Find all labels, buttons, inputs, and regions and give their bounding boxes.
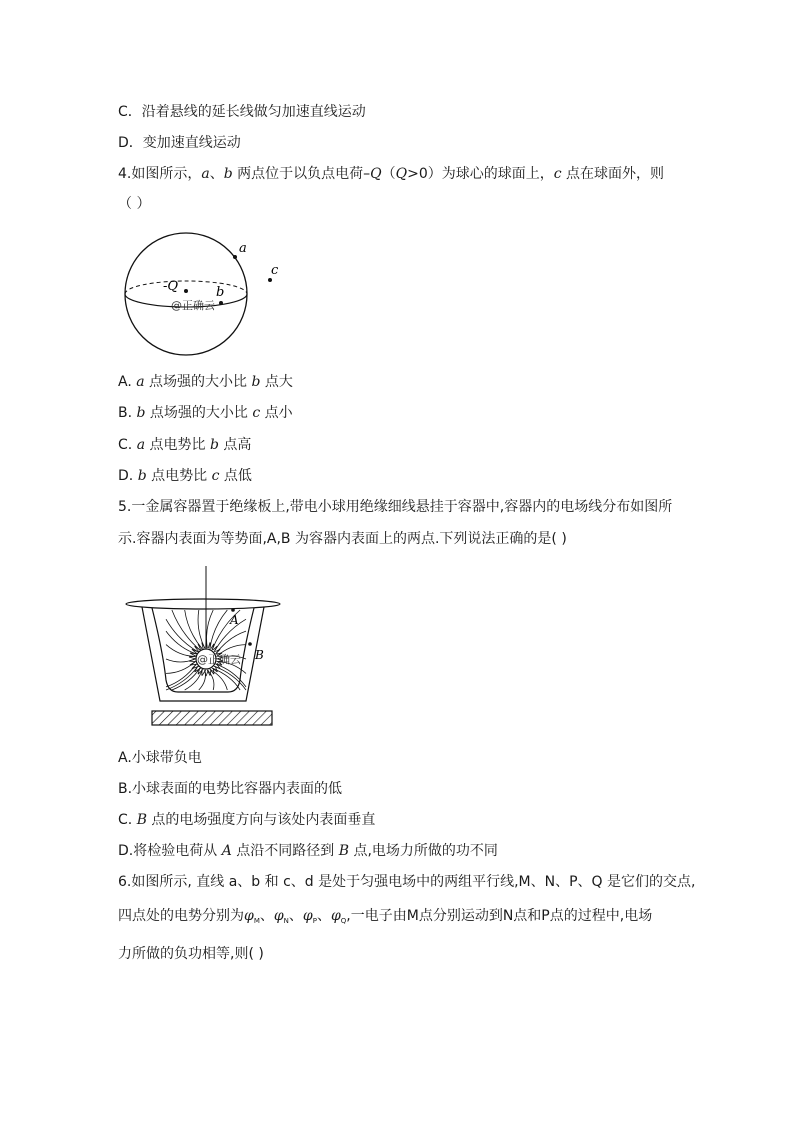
- point-center-q: [184, 289, 188, 293]
- field-line-arrow: [206, 642, 210, 648]
- q5-option-c: C. B 点的电场强度方向与该处内表面垂直: [118, 812, 376, 828]
- q6-stem-line3: 力所做的负功相等,则( ): [118, 946, 264, 962]
- point-A: [231, 608, 235, 612]
- label-A: A: [230, 613, 239, 627]
- q4-option-c: C. a 点电势比 b 点高: [118, 437, 252, 453]
- field-line-arrow: [202, 670, 206, 676]
- q5-option-b: B.小球表面的电势比容器内表面的低: [118, 781, 343, 797]
- container-rim: [126, 599, 280, 609]
- label-q: -Q: [163, 279, 179, 294]
- q5-stem-line2: 示.容器内表面为等势面,A,B 为容器内表面上的两点.下列说法正确的是( ): [118, 531, 567, 547]
- watermark: @正确云: [197, 653, 241, 666]
- point-B: [248, 642, 252, 646]
- point-a: [233, 255, 237, 259]
- q4-sphere-figure: [118, 222, 298, 358]
- label-c: c: [271, 263, 279, 278]
- field-line: [210, 610, 227, 649]
- field-line: [166, 645, 195, 657]
- q4-answer-blank: （ ）: [118, 196, 151, 212]
- sphere-outline: [125, 233, 247, 355]
- q5-container-figure: [118, 562, 288, 734]
- label-a: a: [239, 241, 247, 256]
- q6-stem-line2: 四点处的电势分别为$\varphi_M$、$\varphi_N$、$\varphi_P$、$\varphi_Q$,一电子由M点分别运动到N点和P点的过程中,电场: [118, 908, 653, 925]
- field-line: [166, 662, 195, 674]
- field-line-arrow: [195, 644, 201, 650]
- label-B: B: [255, 648, 264, 662]
- q4-option-b: B. b 点场强的大小比 c 点小: [118, 405, 293, 421]
- q3-option-d: D．变加速直线运动: [118, 135, 241, 151]
- field-line: [185, 610, 202, 649]
- q5-option-d: D.将检验电荷从 A 点沿不同路径到 B 点,电场力所做的功不同: [118, 843, 498, 859]
- q4-option-d: D. b 点电势比 c 点低: [118, 468, 252, 484]
- watermark: @正确云: [171, 299, 215, 312]
- q3-option-c: C．沿着悬线的延长线做匀加速直线运动: [118, 104, 366, 120]
- q6-stem-line1: 6.如图所示, 直线 a、b 和 c、d 是处于匀强电场中的两组平行线,M、N、P、Q 是它们的交点,: [118, 874, 696, 890]
- field-line-arrow: [189, 657, 196, 661]
- label-b: b: [216, 285, 225, 300]
- point-c: [268, 278, 272, 282]
- field-line: [166, 664, 196, 687]
- q5-option-a: A.小球带负电: [118, 750, 202, 766]
- q4-stem: 4.如图所示，a、b 两点位于以负点电荷–Q（Q>0）为球心的球面上，c 点在球面外，则: [118, 166, 665, 182]
- field-line: [198, 610, 205, 648]
- q4-option-a: A. a 点场强的大小比 b 点大: [118, 374, 293, 390]
- point-b: [219, 301, 223, 305]
- insulating-board: [152, 711, 272, 725]
- q5-stem-line1: 5.一金属容器置于绝缘板上,带电小球用绝缘细线悬挂于容器中,容器内的电场线分布如图所: [118, 499, 673, 515]
